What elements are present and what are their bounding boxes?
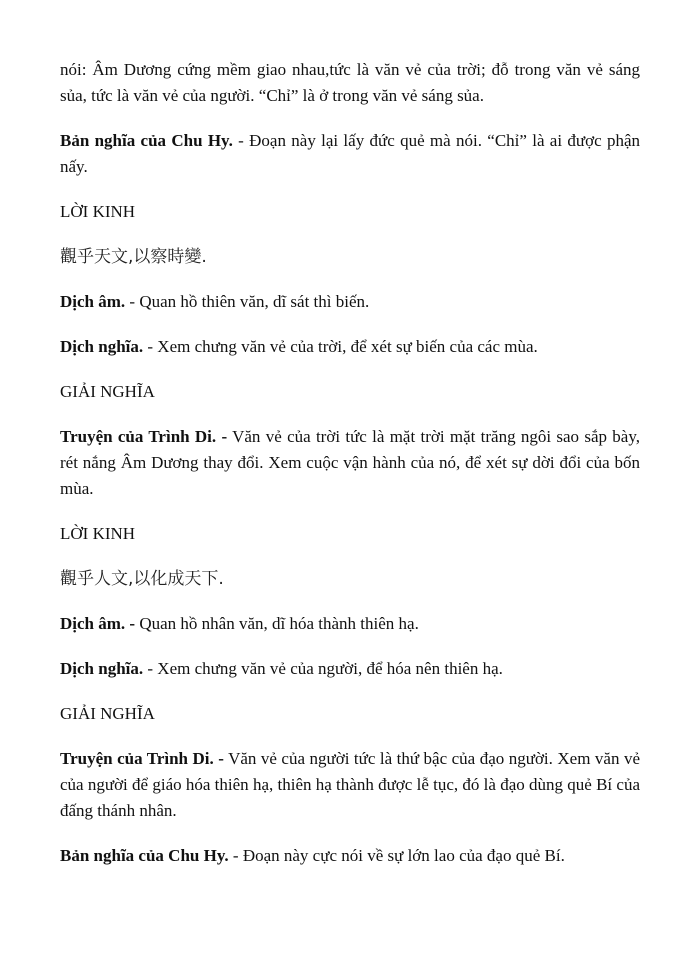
paragraph-lead: Bản nghĩa của Chu Hy.	[60, 131, 233, 150]
paragraph-truyen-trinh-di	[60, 424, 640, 502]
paragraph-body: - Đoạn này cực nói về sự lớn lao của đạo quẻ Bí.	[228, 846, 565, 865]
paragraph-dich-am	[60, 289, 640, 315]
paragraph-body: - Xem chưng văn vẻ của người, để hóa nên thiên hạ.	[143, 659, 503, 678]
paragraph-lead: Dịch âm. -	[60, 614, 136, 633]
document-page	[60, 57, 640, 888]
paragraph-body: Văn vẻ của người tức là thứ bậc của đạo người. Xem văn vẻ của người để giáo hóa thiên hạ, thiên hạ thành được lễ tục, đó là đạo dùng quẻ Bí của đấng thánh nhân.	[60, 749, 641, 820]
section-heading-giai-nghia: GIẢI NGHĨA	[60, 382, 155, 401]
paragraph-body: - Đoạn này lại lấy đức quẻ mà nói. “Chỉ” là ai được phận nấy.	[60, 131, 640, 176]
paragraph-ban-nghia-chu-hy	[60, 128, 640, 180]
paragraph-lead: Dịch âm.	[60, 292, 126, 311]
paragraph-lead: Truyện của Trình Di. -	[60, 427, 228, 446]
paragraph-body: nói: Âm Dương cứng mềm giao nhau,tức là văn vẻ của trời; đỗ trong văn vẻ sáng sủa, tức là văn vẻ của người. “Chỉ” là ở trong văn vẻ sáng sủa.	[60, 60, 640, 105]
chinese-verse: 觀乎天文,以察時變.	[60, 247, 207, 267]
paragraph-ban-nghia-chu-hy	[60, 843, 640, 869]
section-heading-loi-kinh: LỜI KINH	[60, 524, 136, 543]
paragraph-continuation	[60, 57, 640, 109]
paragraph-truyen-trinh-di	[60, 746, 640, 824]
paragraph-body: Quan hồ nhân văn, dĩ hóa thành thiên hạ.	[135, 614, 419, 633]
paragraph-dich-am	[60, 611, 640, 637]
paragraph-dich-nghia	[60, 334, 640, 360]
paragraph-lead: Dịch nghĩa.	[60, 337, 144, 356]
paragraph-body: Văn vẻ của trời tức là mặt trời mặt trăng ngôi sao sắp bày, rét nắng Âm Dương thay đổi. Xem cuộc vận hành của nó, để xét sự dời đổi của bốn mùa.	[60, 427, 641, 498]
section-heading-loi-kinh: LỜI KINH	[60, 202, 136, 221]
paragraph-body: - Xem chưng văn vẻ của trời, để xét sự biến của các mùa.	[143, 337, 538, 356]
paragraph-lead: Bản nghĩa của Chu Hy.	[60, 846, 229, 865]
paragraph-lead: Dịch nghĩa.	[60, 659, 144, 678]
chinese-verse: 觀乎人文,以化成天下.	[60, 569, 224, 589]
section-heading-giai-nghia: GIẢI NGHĨA	[60, 704, 155, 723]
paragraph-dich-nghia	[60, 656, 640, 682]
paragraph-lead: Truyện của Trình Di. -	[60, 749, 224, 768]
paragraph-body: - Quan hồ thiên văn, dĩ sát thì biến.	[125, 292, 370, 311]
